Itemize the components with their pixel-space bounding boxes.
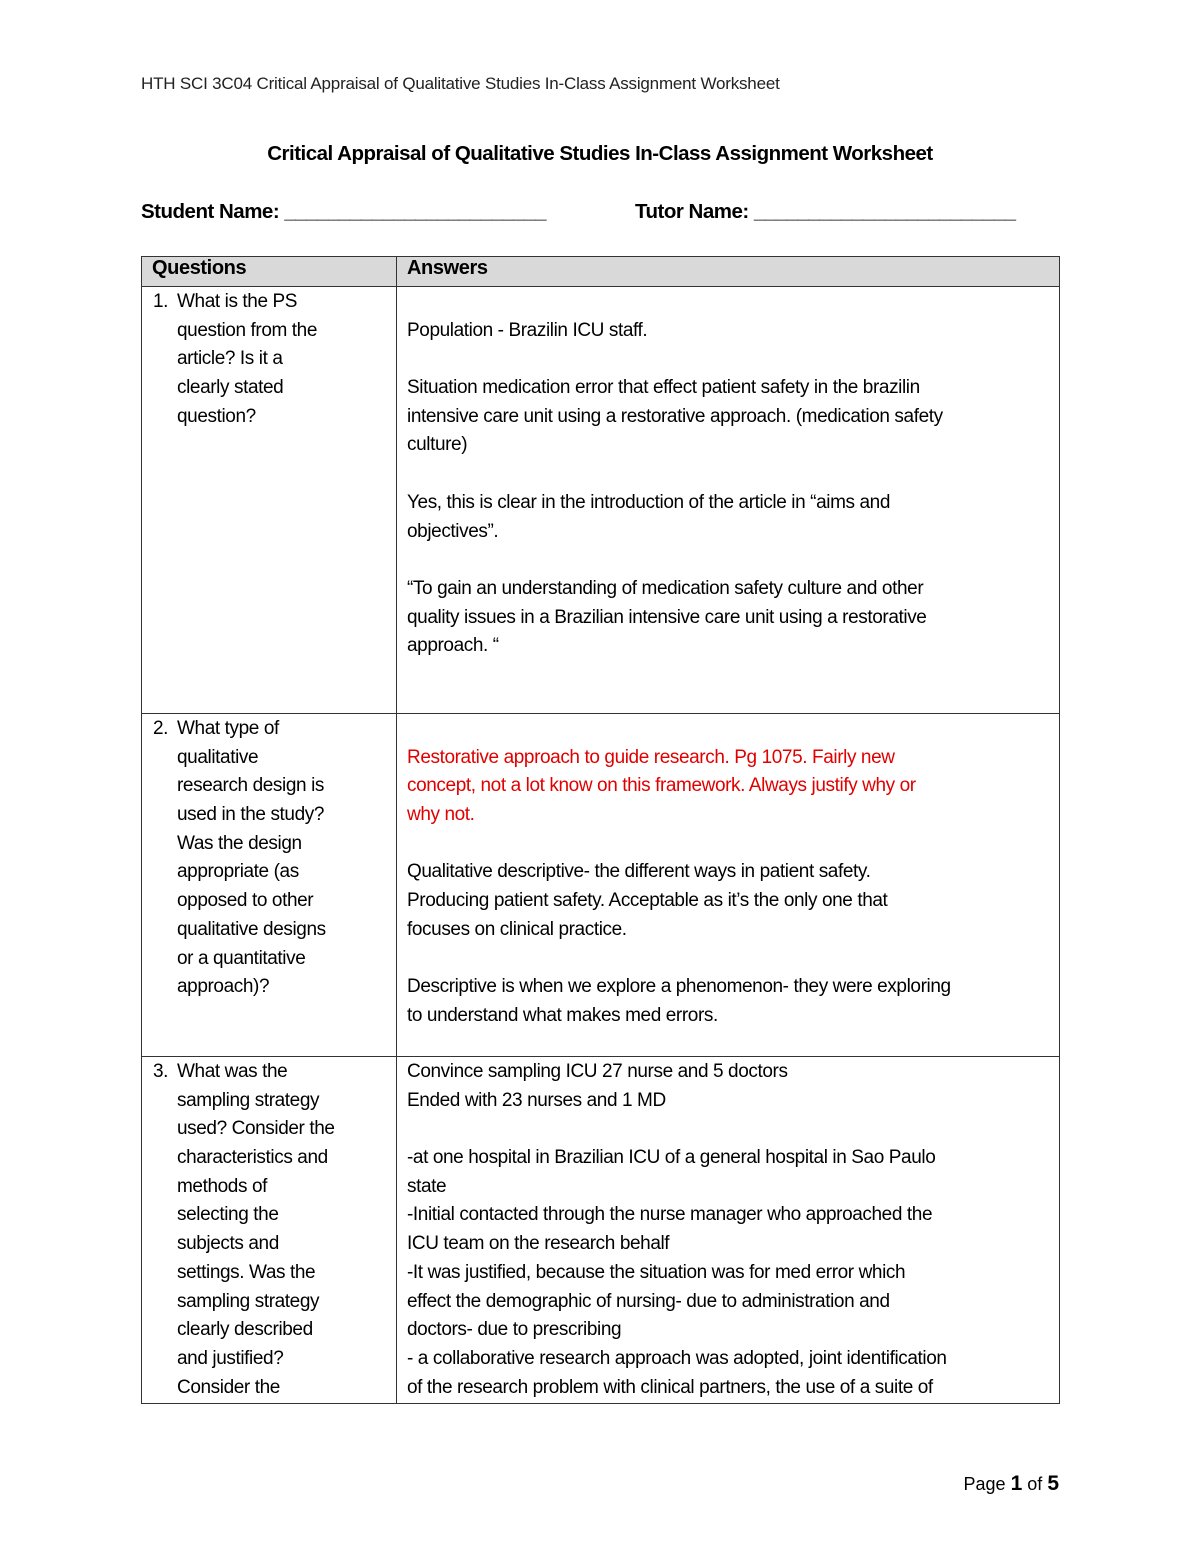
question-line: subjects and bbox=[177, 1233, 279, 1255]
question-line: settings. Was the bbox=[177, 1261, 316, 1283]
question-line: and justified? bbox=[177, 1347, 284, 1369]
answer-line bbox=[407, 1115, 1059, 1144]
answer-line: -It was justified, because the situation was for med error which bbox=[407, 1261, 906, 1283]
answer-line: approach. “ bbox=[407, 635, 499, 657]
answer-line: intensive care unit using a restorative approach. (medication safety bbox=[407, 405, 943, 427]
answer-cell bbox=[397, 1057, 1060, 1404]
page-number bbox=[964, 1472, 1059, 1496]
answer-line bbox=[407, 460, 1059, 489]
question-line: sampling strategy bbox=[177, 1089, 320, 1111]
answer-line: doctors- due to prescribing bbox=[407, 1319, 622, 1341]
answer-line: Qualitative descriptive- the different ways in patient safety. bbox=[407, 861, 871, 883]
answer-line: “To gain an understanding of medication safety culture and other bbox=[407, 577, 924, 599]
answer-line bbox=[407, 288, 1059, 317]
question-line: Was the design bbox=[177, 832, 302, 854]
questions-table bbox=[141, 256, 1060, 1404]
answer-line: Population - Brazilin ICU staff. bbox=[407, 319, 648, 341]
question-line: clearly stated bbox=[177, 377, 284, 399]
answer-line: concept, not a lot know on this framework. Always justify why or bbox=[407, 775, 916, 797]
header-questions: Questions bbox=[142, 257, 397, 287]
question-line: sampling strategy bbox=[177, 1290, 320, 1312]
answer-line: effect the demographic of nursing- due to administration and bbox=[407, 1290, 890, 1312]
total-pages: 5 bbox=[1047, 1472, 1059, 1495]
answer-line: Situation medication error that effect patient safety in the brazilin bbox=[407, 377, 920, 399]
answer-line: Restorative approach to guide research. Pg 1075. Fairly new bbox=[407, 746, 895, 768]
question-line: question? bbox=[177, 405, 256, 427]
answer-line bbox=[407, 546, 1059, 575]
table-row bbox=[142, 1057, 1060, 1404]
question-cell bbox=[142, 287, 397, 714]
question-number: 1. bbox=[153, 291, 169, 312]
answer-line: objectives”. bbox=[407, 520, 499, 542]
answer-cell bbox=[397, 714, 1060, 1057]
answer-line: to understand what makes med errors. bbox=[407, 1004, 718, 1026]
question-number: 2. bbox=[153, 718, 169, 739]
answer-line: Ended with 23 nurses and 1 MD bbox=[407, 1089, 666, 1111]
question-cell bbox=[142, 714, 397, 1057]
student-name-field: Student Name: ________________________ bbox=[141, 200, 546, 223]
question-line: clearly described bbox=[177, 1319, 313, 1341]
question-line: opposed to other bbox=[177, 890, 314, 912]
question-line: qualitative bbox=[177, 746, 259, 768]
answer-line: quality issues in a Brazilian intensive care unit using a restorative bbox=[407, 606, 927, 628]
question-line: What is the PS bbox=[177, 291, 298, 312]
answer-line: -at one hospital in Brazilian ICU of a general hospital in Sao Paulo bbox=[407, 1147, 936, 1169]
question-line: appropriate (as bbox=[177, 861, 299, 883]
answer-cell bbox=[397, 287, 1060, 714]
of-label: of bbox=[1027, 1474, 1043, 1494]
answer-line: - a collaborative research approach was adopted, joint identification bbox=[407, 1347, 947, 1369]
answer-line: of the research problem with clinical partners, the use of a suite of bbox=[407, 1376, 933, 1398]
answer-line: Yes, this is clear in the introduction of the article in “aims and bbox=[407, 491, 890, 513]
question-line: selecting the bbox=[177, 1204, 279, 1226]
question-line: article? Is it a bbox=[177, 348, 283, 370]
answer-line: Descriptive is when we explore a phenomenon- they were exploring bbox=[407, 976, 951, 998]
question-line: approach)? bbox=[177, 976, 270, 998]
question-line: used? Consider the bbox=[177, 1118, 335, 1140]
question-line: used in the study? bbox=[177, 804, 325, 826]
question-line: qualitative designs bbox=[177, 918, 326, 940]
answer-line bbox=[407, 830, 1059, 859]
question-line: What was the bbox=[177, 1061, 288, 1082]
current-page: 1 bbox=[1010, 1472, 1023, 1495]
answer-line bbox=[407, 715, 1059, 744]
question-number: 3. bbox=[153, 1061, 169, 1082]
answer-line: Convince sampling ICU 27 nurse and 5 doctors bbox=[407, 1061, 788, 1082]
table-row bbox=[142, 287, 1060, 714]
table-header-row bbox=[142, 257, 1060, 287]
answer-line: -Initial contacted through the nurse manager who approached the bbox=[407, 1204, 933, 1226]
tutor-name-field: Tutor Name: ________________________ bbox=[635, 200, 1016, 223]
question-line: What type of bbox=[177, 718, 279, 739]
answer-line: state bbox=[407, 1175, 447, 1197]
header-answers: Answers bbox=[397, 257, 1060, 287]
question-line: characteristics and bbox=[177, 1147, 328, 1169]
question-line: or a quantitative bbox=[177, 947, 306, 969]
question-line: methods of bbox=[177, 1175, 267, 1197]
running-header: HTH SCI 3C04 Critical Appraisal of Qualitative Studies In-Class Assignment Worksheet bbox=[141, 74, 780, 93]
answer-line: ICU team on the research behalf bbox=[407, 1233, 670, 1255]
question-cell bbox=[142, 1057, 397, 1404]
question-line: research design is bbox=[177, 775, 324, 797]
page-label: Page bbox=[963, 1474, 1006, 1494]
question-line: question from the bbox=[177, 319, 318, 341]
answer-line: Producing patient safety. Acceptable as it’s the only one that bbox=[407, 890, 888, 912]
answer-line bbox=[407, 945, 1059, 974]
table-row bbox=[142, 714, 1060, 1057]
document-title: Critical Appraisal of Qualitative Studies In-Class Assignment Worksheet bbox=[267, 142, 933, 165]
answer-line: focuses on clinical practice. bbox=[407, 918, 627, 940]
answer-line bbox=[407, 345, 1059, 374]
answer-line: culture) bbox=[407, 434, 468, 456]
answer-line: why not. bbox=[407, 804, 475, 826]
question-line: Consider the bbox=[177, 1376, 280, 1398]
